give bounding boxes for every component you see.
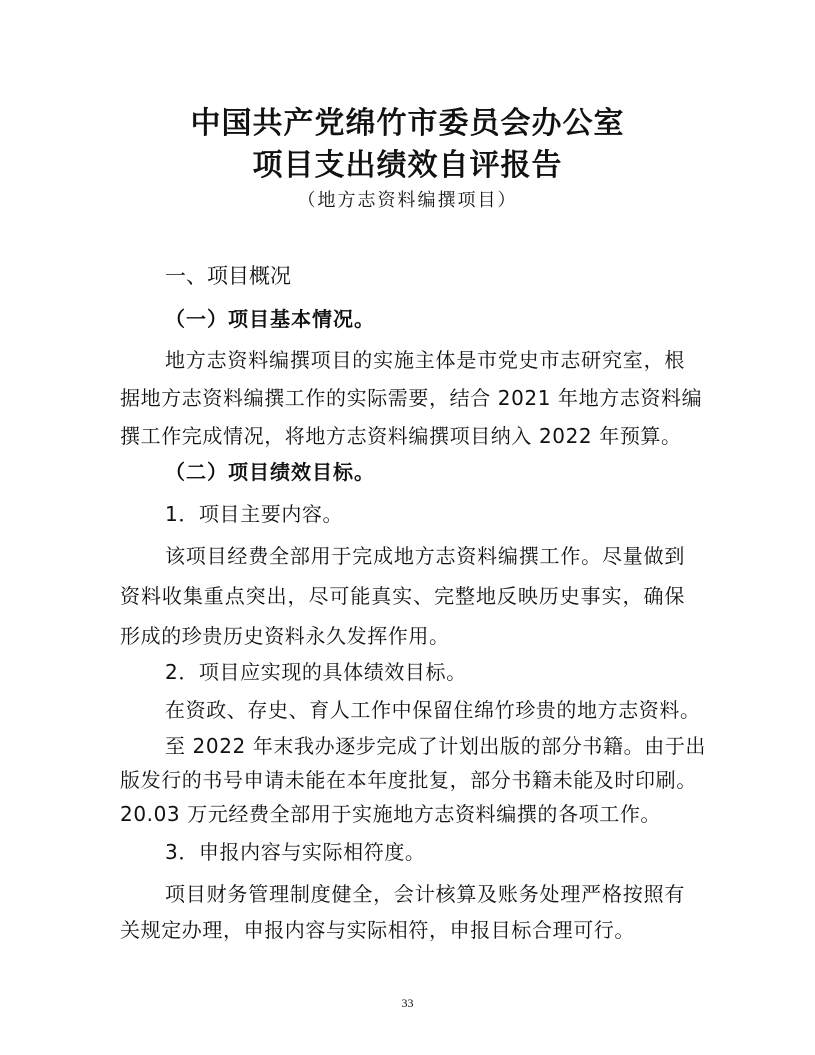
paragraph-line: 该项目经费全部用于完成地方志资料编撰工作。尽量做到 [165,544,685,568]
document-title-line-1: 中国共产党绵竹市委员会办公室 [190,106,625,141]
paragraph-line: 至 2022 年末我办逐步完成了计划出版的部分书籍。由于出 [165,734,707,758]
document-title-line-2: 项目支出绩效自评报告 [252,148,563,183]
paragraph-line: 撰工作完成情况，将地方志资料编撰项目纳入 2022 年预算。 [120,424,682,448]
paragraph-line: 形成的珍贵历史资料永久发挥作用。 [120,624,450,648]
paragraph-line: 资料收集重点突出，尽可能真实、完整地反映历史事实，确保 [120,584,685,608]
paragraph-line: 版发行的书号申请未能在本年度批复，部分书籍未能及时印刷。 [120,768,697,792]
paragraph-line: 据地方志资料编撰工作的实际需要，结合 2021 年地方志资料编 [120,386,703,410]
subsection-heading-basic-info: （一）项目基本情况。 [165,307,375,331]
paragraph-line: 在资政、存史、育人工作中保留住绵竹珍贵的地方志资料。 [165,698,701,722]
page-number: 33 [401,996,414,1010]
paragraph-line: 关规定办理，申报内容与实际相符，申报目标合理可行。 [120,918,635,942]
item-heading-specific-goals: 2．项目应实现的具体绩效目标。 [165,660,467,684]
document-subtitle: （地方志资料编撰项目） [297,190,518,211]
item-heading-main-content: 1．项目主要内容。 [165,502,344,526]
paragraph-line: 20.03 万元经费全部用于实施地方志资料编撰的各项工作。 [120,802,662,826]
item-heading-declaration-consistency: 3．申报内容与实际相符度。 [165,840,426,864]
section-heading-overview: 一、项目概况 [165,264,291,288]
paragraph-line: 项目财务管理制度健全，会计核算及账务处理严格按照有 [165,882,685,906]
subsection-heading-performance-goals: （二）项目绩效目标。 [165,460,375,484]
paragraph-line: 地方志资料编撰项目的实施主体是市党史市志研究室，根 [165,348,685,372]
